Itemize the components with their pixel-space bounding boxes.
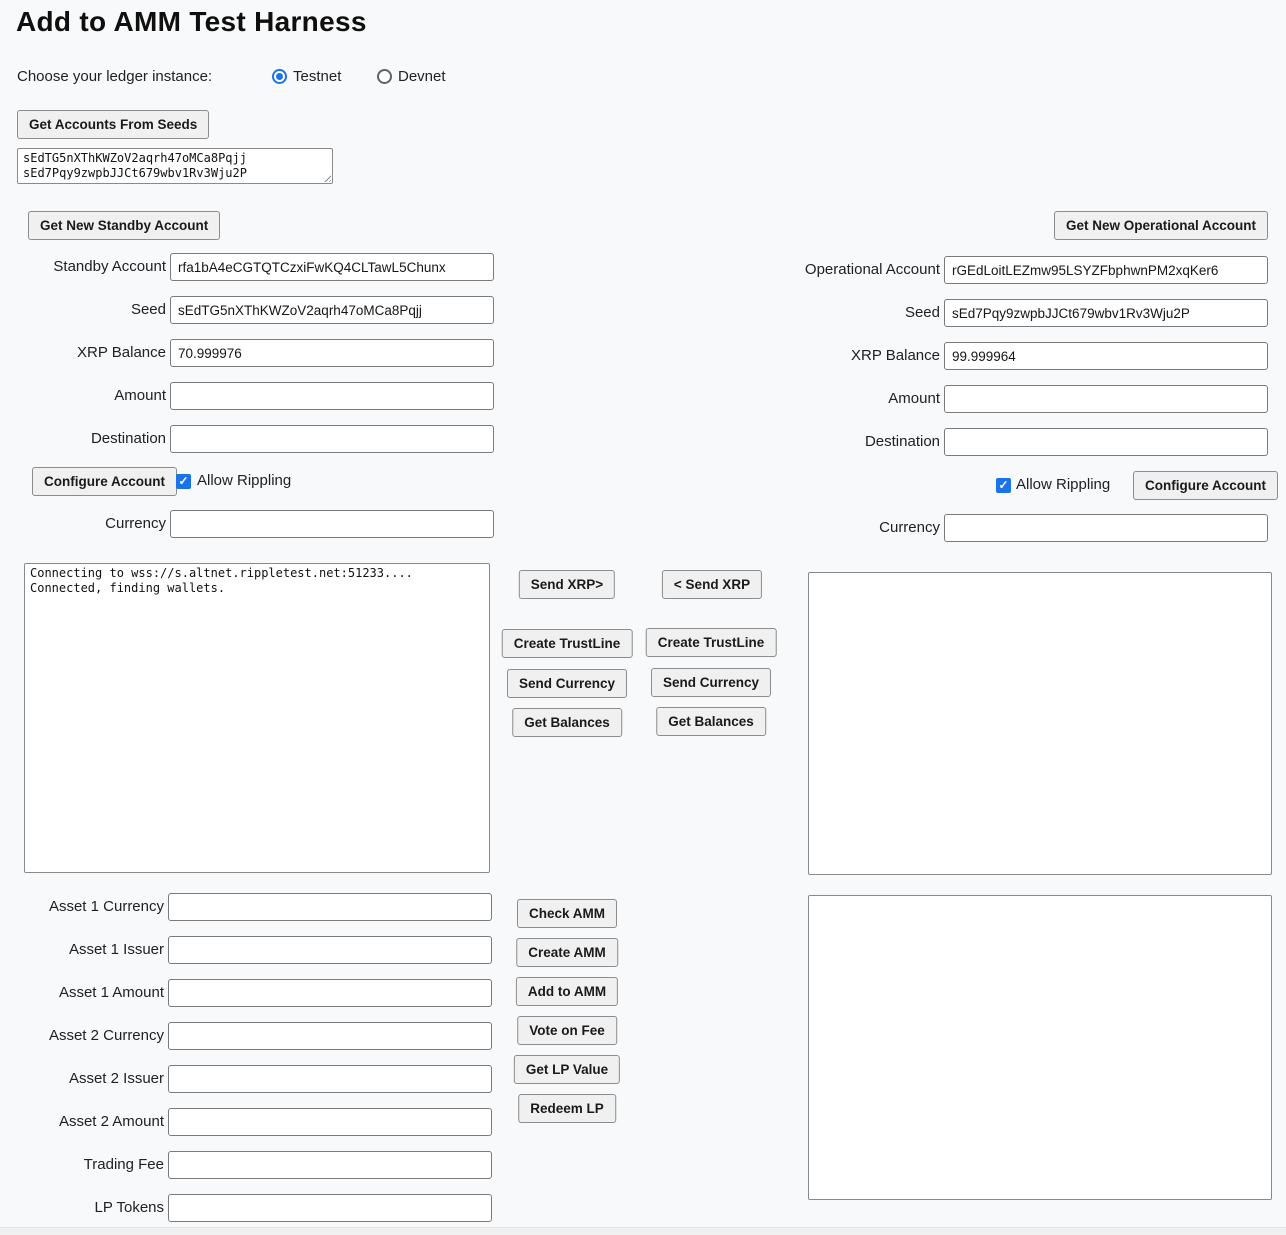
- operational-configure-account-button[interactable]: Configure Account: [1133, 471, 1278, 500]
- asset2-currency-input[interactable]: [168, 1022, 492, 1050]
- standby-allow-rippling-label[interactable]: Allow Rippling: [197, 472, 292, 489]
- operational-seed-input[interactable]: [944, 299, 1268, 327]
- asset1-amount-label: Asset 1 Amount: [58, 984, 164, 1001]
- standby-send-xrp-button[interactable]: Send XRP>: [519, 570, 615, 599]
- seeds-textarea[interactable]: [17, 148, 333, 184]
- standby-xrp-balance-label: XRP Balance: [77, 344, 166, 361]
- standby-currency-label: Currency: [105, 515, 166, 532]
- standby-currency-input[interactable]: [170, 510, 494, 538]
- operational-seed-label: Seed: [904, 304, 940, 321]
- operational-destination-input[interactable]: [944, 428, 1268, 456]
- lp-tokens-input[interactable]: [168, 1194, 492, 1222]
- trading-fee-label: Trading Fee: [83, 1156, 164, 1173]
- add-to-amm-button[interactable]: Add to AMM: [516, 977, 618, 1006]
- create-amm-button[interactable]: Create AMM: [516, 938, 618, 967]
- standby-configure-account-button[interactable]: Configure Account: [32, 467, 177, 496]
- standby-xrp-balance-input[interactable]: [170, 339, 494, 367]
- amm-results-textarea[interactable]: [808, 895, 1272, 1200]
- operational-currency-input[interactable]: [944, 514, 1268, 542]
- asset2-currency-label: Asset 2 Currency: [48, 1027, 164, 1044]
- vote-on-fee-button[interactable]: Vote on Fee: [517, 1016, 617, 1045]
- standby-results-textarea[interactable]: [24, 563, 490, 873]
- operational-allow-rippling-label[interactable]: Allow Rippling: [1016, 476, 1111, 493]
- asset2-issuer-label: Asset 2 Issuer: [68, 1070, 164, 1087]
- operational-send-xrp-button[interactable]: < Send XRP: [662, 570, 762, 599]
- lp-tokens-label: LP Tokens: [94, 1199, 164, 1216]
- standby-create-trustline-button[interactable]: Create TrustLine: [502, 629, 633, 658]
- testnet-radio[interactable]: [272, 69, 287, 84]
- standby-seed-label: Seed: [130, 301, 166, 318]
- standby-destination-input[interactable]: [170, 425, 494, 453]
- devnet-radio[interactable]: [377, 69, 392, 84]
- asset1-issuer-label: Asset 1 Issuer: [68, 941, 164, 958]
- asset1-issuer-input[interactable]: [168, 936, 492, 964]
- testnet-radio-label[interactable]: Testnet: [293, 68, 342, 85]
- asset2-issuer-input[interactable]: [168, 1065, 492, 1093]
- standby-amount-label: Amount: [114, 387, 166, 404]
- operational-account-input[interactable]: [944, 256, 1268, 284]
- operational-xrp-balance-label: XRP Balance: [851, 347, 940, 364]
- asset1-currency-label: Asset 1 Currency: [48, 898, 164, 915]
- standby-amount-input[interactable]: [170, 382, 494, 410]
- standby-seed-input[interactable]: [170, 296, 494, 324]
- standby-account-input[interactable]: [170, 253, 494, 281]
- page-title: Add to AMM Test Harness: [16, 6, 367, 37]
- redeem-lp-button[interactable]: Redeem LP: [518, 1094, 616, 1123]
- operational-results-textarea[interactable]: [808, 572, 1272, 875]
- asset2-amount-label: Asset 2 Amount: [58, 1113, 164, 1130]
- operational-amount-label: Amount: [888, 390, 940, 407]
- asset1-currency-input[interactable]: [168, 893, 492, 921]
- devnet-radio-label[interactable]: Devnet: [398, 68, 446, 85]
- get-new-operational-account-button[interactable]: Get New Operational Account: [1054, 211, 1268, 240]
- get-lp-value-button[interactable]: Get LP Value: [514, 1055, 620, 1084]
- trading-fee-input[interactable]: [168, 1151, 492, 1179]
- standby-get-balances-button[interactable]: Get Balances: [512, 708, 622, 737]
- operational-create-trustline-button[interactable]: Create TrustLine: [646, 628, 777, 657]
- seeds-textarea-wrap: [17, 148, 333, 184]
- operational-get-balances-button[interactable]: Get Balances: [656, 707, 766, 736]
- horizontal-scrollbar-track[interactable]: [0, 1227, 1286, 1235]
- operational-send-currency-button[interactable]: Send Currency: [651, 668, 771, 697]
- operational-amount-input[interactable]: [944, 385, 1268, 413]
- asset2-amount-input[interactable]: [168, 1108, 492, 1136]
- standby-allow-rippling-checkbox[interactable]: [176, 474, 191, 489]
- operational-currency-label: Currency: [879, 519, 940, 536]
- operational-xrp-balance-input[interactable]: [944, 342, 1268, 370]
- operational-account-label: Operational Account: [804, 261, 940, 278]
- get-accounts-from-seeds-button[interactable]: Get Accounts From Seeds: [17, 110, 209, 139]
- ledger-instance-label: Choose your ledger instance:: [17, 68, 213, 85]
- get-new-standby-account-button[interactable]: Get New Standby Account: [28, 211, 220, 240]
- operational-destination-label: Destination: [864, 433, 940, 450]
- operational-allow-rippling-checkbox[interactable]: [996, 478, 1011, 493]
- asset1-amount-input[interactable]: [168, 979, 492, 1007]
- standby-send-currency-button[interactable]: Send Currency: [507, 669, 627, 698]
- standby-account-label: Standby Account: [53, 258, 166, 275]
- standby-destination-label: Destination: [90, 430, 166, 447]
- check-amm-button[interactable]: Check AMM: [517, 899, 617, 928]
